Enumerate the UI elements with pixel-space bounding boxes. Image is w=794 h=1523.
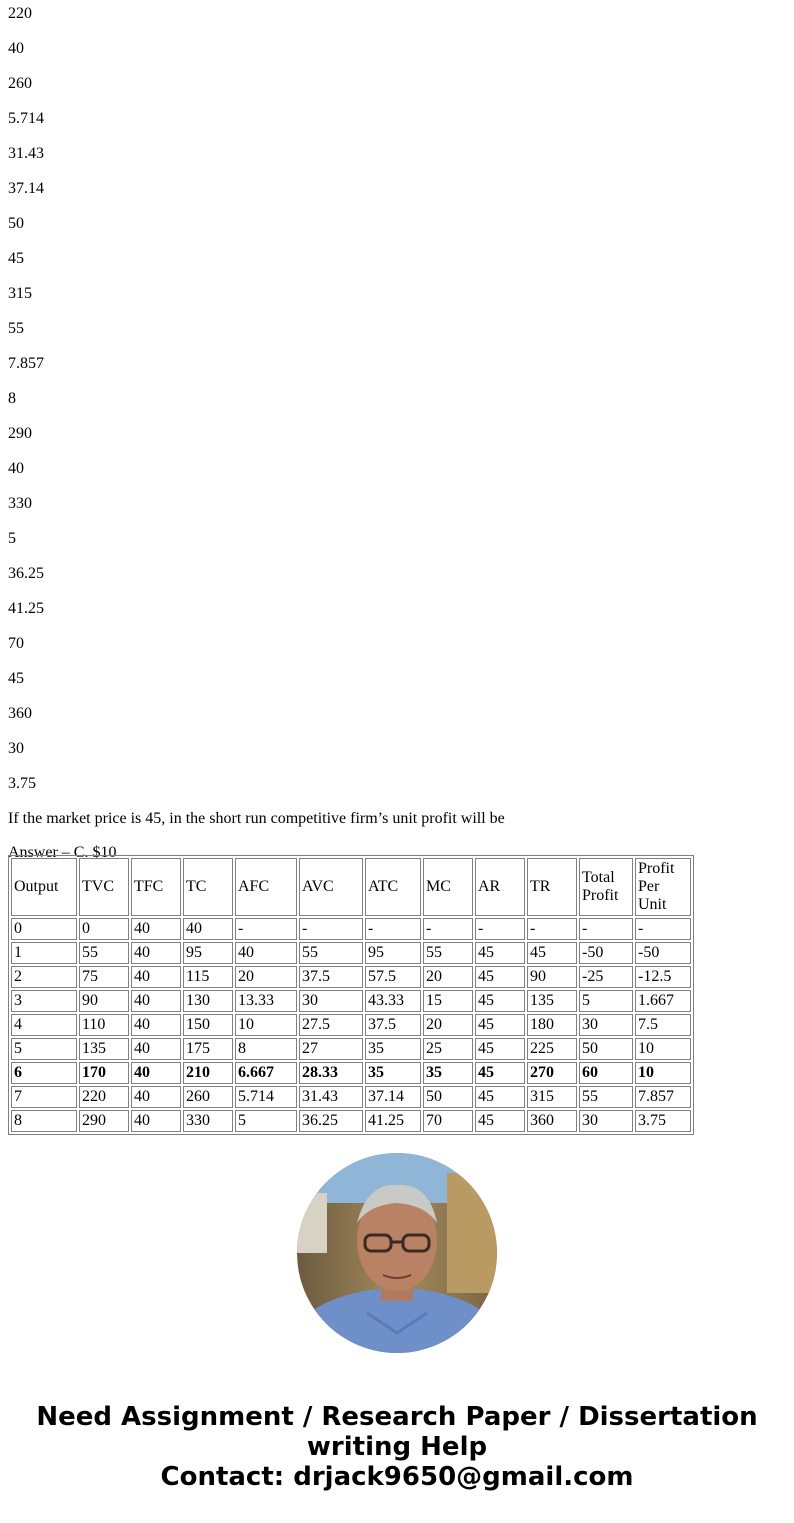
table-cell: 210 [183, 1062, 233, 1084]
table-cell: 15 [423, 990, 473, 1012]
table-cell: 6.667 [235, 1062, 297, 1084]
table-cell: 30 [299, 990, 363, 1012]
table-cell: - [475, 918, 525, 940]
table-cell: 35 [423, 1062, 473, 1084]
table-cell: - [235, 918, 297, 940]
table-cell: 35 [365, 1062, 421, 1084]
table-cell: 40 [131, 1110, 181, 1132]
value-line: 8 [8, 390, 16, 407]
table-cell: 40 [131, 1038, 181, 1060]
cost-table-body [11, 858, 691, 1132]
table-cell: 170 [79, 1062, 129, 1084]
table-row [11, 1110, 691, 1132]
promo-banner [0, 1402, 794, 1492]
table-cell: 10 [235, 1014, 297, 1036]
table-cell: 270 [527, 1062, 577, 1084]
table-cell: 37.14 [365, 1086, 421, 1108]
table-cell: 115 [183, 966, 233, 988]
cost-table [8, 855, 694, 1135]
table-cell: 28.33 [299, 1062, 363, 1084]
table-cell: 40 [131, 1086, 181, 1108]
table-cell: 220 [79, 1086, 129, 1108]
table-cell: 10 [635, 1062, 691, 1084]
table-cell: 45 [475, 942, 525, 964]
table-row [11, 942, 691, 964]
table-row [11, 1062, 691, 1084]
table-cell: 225 [527, 1038, 577, 1060]
table-cell: 40 [131, 1014, 181, 1036]
answer-text: Answer – C. $10 [8, 844, 117, 861]
table-cell: 30 [579, 1110, 633, 1132]
table-cell: 260 [183, 1086, 233, 1108]
table-cell: 55 [423, 942, 473, 964]
table-cell: 50 [423, 1086, 473, 1108]
value-line: 37.14 [8, 180, 44, 197]
promo-line-2: writing Help [306, 1432, 488, 1462]
table-cell: -12.5 [635, 966, 691, 988]
table-cell: 5.714 [235, 1086, 297, 1108]
table-cell: -50 [579, 942, 633, 964]
value-line: 290 [8, 425, 32, 442]
table-cell: 175 [183, 1038, 233, 1060]
column-header: TVC [79, 858, 129, 916]
table-cell: 6 [11, 1062, 77, 1084]
table-row [11, 1038, 691, 1060]
table-cell: - [423, 918, 473, 940]
table-cell: 7.857 [635, 1086, 691, 1108]
table-cell: 45 [475, 1086, 525, 1108]
promo-line-1: Need Assignment / Research Paper / Dissertation [36, 1402, 758, 1432]
author-avatar [297, 1153, 497, 1353]
table-cell: 55 [299, 942, 363, 964]
column-header: MC [423, 858, 473, 916]
table-cell: 90 [79, 990, 129, 1012]
table-row [11, 966, 691, 988]
value-line: 36.25 [8, 565, 44, 582]
table-cell: 180 [527, 1014, 577, 1036]
table-cell: 45 [475, 1014, 525, 1036]
table-cell: 27.5 [299, 1014, 363, 1036]
column-header: ATC [365, 858, 421, 916]
table-cell: 57.5 [365, 966, 421, 988]
column-header: TFC [131, 858, 181, 916]
column-header: TR [527, 858, 577, 916]
value-line: 50 [8, 215, 24, 232]
table-cell: 35 [365, 1038, 421, 1060]
table-cell: 40 [131, 966, 181, 988]
avatar-photo [297, 1153, 497, 1353]
column-header: Total Profit [579, 858, 633, 916]
table-cell: 290 [79, 1110, 129, 1132]
table-cell: 130 [183, 990, 233, 1012]
table-cell: 5 [11, 1038, 77, 1060]
table-cell: 2 [11, 966, 77, 988]
value-line: 3.75 [8, 775, 36, 792]
table-cell: 135 [527, 990, 577, 1012]
column-header: AR [475, 858, 525, 916]
table-cell: 40 [131, 918, 181, 940]
question-text: If the market price is 45, in the short run competitive firm’s unit profit will be [8, 810, 505, 827]
table-cell: 0 [79, 918, 129, 940]
value-line: 360 [8, 705, 32, 722]
table-cell: - [365, 918, 421, 940]
table-cell: 4 [11, 1014, 77, 1036]
table-cell: 40 [131, 942, 181, 964]
table-row [11, 1014, 691, 1036]
value-line: 315 [8, 285, 32, 302]
table-cell: 45 [475, 1038, 525, 1060]
promo-contact: Contact: drjack9650@gmail.com [160, 1462, 634, 1492]
value-line: 330 [8, 495, 32, 512]
value-line: 55 [8, 320, 24, 337]
table-cell: 37.5 [299, 966, 363, 988]
column-header: TC [183, 858, 233, 916]
table-row [11, 918, 691, 940]
table-cell: 40 [131, 1062, 181, 1084]
table-cell: 25 [423, 1038, 473, 1060]
table-cell: 31.43 [299, 1086, 363, 1108]
table-cell: 45 [527, 942, 577, 964]
table-cell: 45 [475, 1110, 525, 1132]
table-row [11, 1086, 691, 1108]
table-cell: 5 [579, 990, 633, 1012]
table-cell: 55 [79, 942, 129, 964]
table-cell: 45 [475, 990, 525, 1012]
table-cell: - [579, 918, 633, 940]
table-cell: 150 [183, 1014, 233, 1036]
table-cell: - [527, 918, 577, 940]
table-cell: 7.5 [635, 1014, 691, 1036]
table-cell: 45 [475, 966, 525, 988]
table-cell: 3.75 [635, 1110, 691, 1132]
table-cell: -25 [579, 966, 633, 988]
table-cell: 1.667 [635, 990, 691, 1012]
table-cell: 27 [299, 1038, 363, 1060]
table-cell: 8 [235, 1038, 297, 1060]
value-line: 40 [8, 40, 24, 57]
table-cell: 7 [11, 1086, 77, 1108]
table-cell: 95 [183, 942, 233, 964]
table-cell: 135 [79, 1038, 129, 1060]
table-cell: 3 [11, 990, 77, 1012]
table-cell: - [299, 918, 363, 940]
table-cell: 20 [423, 966, 473, 988]
table-cell: 8 [11, 1110, 77, 1132]
value-line: 7.857 [8, 355, 44, 372]
table-cell: 315 [527, 1086, 577, 1108]
table-cell: 40 [235, 942, 297, 964]
table-cell: 20 [235, 966, 297, 988]
table-cell: 36.25 [299, 1110, 363, 1132]
table-cell: 70 [423, 1110, 473, 1132]
column-header: AFC [235, 858, 297, 916]
table-cell: 110 [79, 1014, 129, 1036]
table-cell: 40 [183, 918, 233, 940]
value-line: 31.43 [8, 145, 44, 162]
table-cell: 5 [235, 1110, 297, 1132]
value-line: 45 [8, 670, 24, 687]
column-header: AVC [299, 858, 363, 916]
table-cell: 30 [579, 1014, 633, 1036]
value-line: 30 [8, 740, 24, 757]
value-line: 260 [8, 75, 32, 92]
table-cell: 75 [79, 966, 129, 988]
table-cell: 20 [423, 1014, 473, 1036]
table-cell: 1 [11, 942, 77, 964]
table-cell: 37.5 [365, 1014, 421, 1036]
column-header: Output [11, 858, 77, 916]
table-cell: 360 [527, 1110, 577, 1132]
value-line: 40 [8, 460, 24, 477]
table-cell: 60 [579, 1062, 633, 1084]
table-cell: 13.33 [235, 990, 297, 1012]
value-line: 70 [8, 635, 24, 652]
table-cell: 10 [635, 1038, 691, 1060]
table-cell: -50 [635, 942, 691, 964]
table-header-row [11, 858, 691, 916]
value-line: 45 [8, 250, 24, 267]
column-header: Profit Per Unit [635, 858, 691, 916]
table-cell: 95 [365, 942, 421, 964]
table-cell: 43.33 [365, 990, 421, 1012]
table-cell: 41.25 [365, 1110, 421, 1132]
table-cell: 0 [11, 918, 77, 940]
table-cell: 45 [475, 1062, 525, 1084]
value-line: 41.25 [8, 600, 44, 617]
table-row [11, 990, 691, 1012]
table-cell: - [635, 918, 691, 940]
table-cell: 50 [579, 1038, 633, 1060]
table-cell: 40 [131, 990, 181, 1012]
value-line: 220 [8, 5, 32, 22]
value-line: 5 [8, 530, 16, 547]
table-cell: 55 [579, 1086, 633, 1108]
table-cell: 330 [183, 1110, 233, 1132]
table-cell: 90 [527, 966, 577, 988]
value-line: 5.714 [8, 110, 44, 127]
